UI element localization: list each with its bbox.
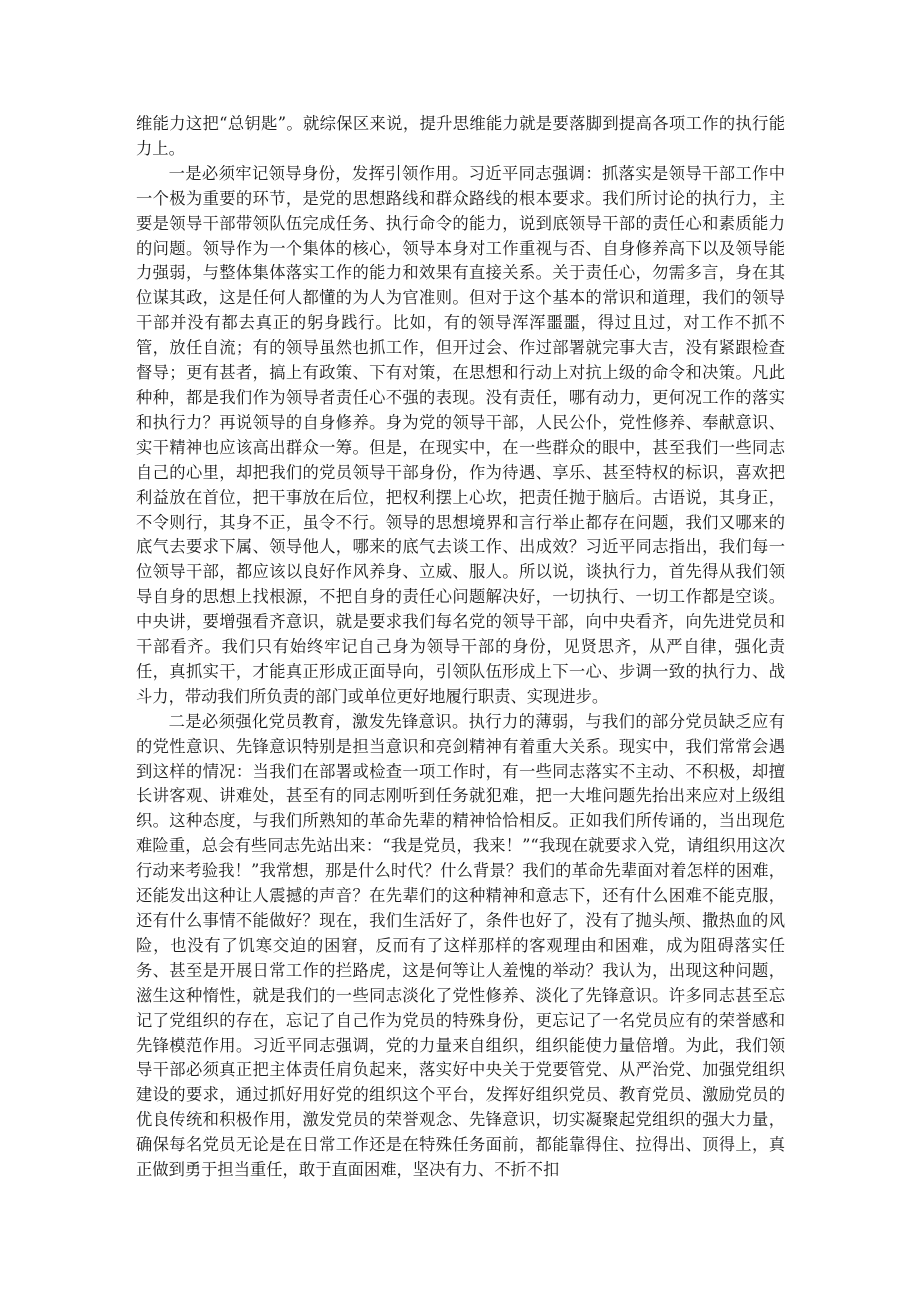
- paragraph-continuation: 维能力这把“总钥匙”。就综保区来说，提升思维能力就是要落脚到提高各项工作的执行能力上。: [136, 114, 785, 158]
- paragraph-leadership-identity: 一是必须牢记领导身份，发挥引领作用。习近平同志强调：抓落实是领导干部工作中一个极为重要的环节，是党的思想路线和群众路线的根本要求。我们所讨论的执行力，主要是领导干部带领队伍完成任务、执行命令的能力，说到底领导干部的责任心和素质能力的问题。领导作为一个集体的核心，领导本身对工作重视与否、自身修养高下以及领导能力强弱，与整体集体落实工作的能力和效果有直接关系。关于责任心，勿需多言，身在其位谋其政，这是任何人都懂的为人为官准则。但对于这个基本的常识和道理，我们的领导干部并没有都去真正的躬身践行。比如，有的领导浑浑噩噩，得过且过，对工作不抓不管，放任自流；有的领导虽然也抓工作，但开过会、作过部署就完事大吉，没有紧跟检查督导；更有甚者，搞上有政策、下有对策，在思想和行动上对抗上级的命令和决策。凡此种种，都是我们作为领导者责任心不强的表现。没有责任，哪有动力，更何况工作的落实和执行力？再说领导的自身修养。身为党的领导干部，人民公仆，党性修养、奉献意识、实干精神也应该高出群众一筹。但是，在现实中，在一些群众的眼中，甚至我们一些同志自己的心里，却把我们的党员领导干部身份，作为待遇、享乐、甚至特权的标识，喜欢把利益放在首位，把干事放在后位，把权利摆上心坎，把责任抛于脑后。古语说，其身正，不令则行，其身不正，虽令不行。领导的思想境界和言行举止都存在问题，我们又哪来的底气去要求下属、领导他人，哪来的底气去谈工作、出成效？习近平同志指出，我们每一位领导干部，都应该以良好作风养身、立威、服人。所以说，谈执行力，首先得从我们领导自身的思想上找根源，不把自身的责任心问题解决好，一切执行、一切工作都是空谈。中央讲，要增强看齐意识，就是要求我们每名党的领导干部，向中央看齐，向先进党员和干部看齐。我们只有始终牢记自己身为领导干部的身份，见贤思齐，从严自律，强化责任，真抓实干，才能真正形成正面导向，引领队伍形成上下一心、步调一致的执行力、战斗力，带动我们所负责的部门或单位更好地履行职责、实现进步。: [136, 163, 785, 706]
- paragraph-party-education: 二是必须强化党员教育，激发先锋意识。执行力的薄弱，与我们的部分党员缺乏应有的党性意识、先锋意识特别是担当意识和亮剑精神有着重大关系。现实中，我们常常会遇到这样的情况：当我们在部署或检查一项工作时，有一些同志落实不主动、不积极，却擅长讲客观、讲难处，甚至有的同志刚听到任务就犯难，把一大堆问题先抬出来应对上级组织。这种态度，与我们所熟知的革命先辈的精神恰恰相反。正如我们所传诵的，当出现危难险重，总会有些同志先站出来：“我是党员，我来！”“我现在就要求入党，请组织用这次行动来考验我！”我常想，那是什么时代？什么背景？我们的革命先辈面对着怎样的困难，还能发出这种让人震撼的声音？在先辈们的这种精神和意志下，还有什么困难不能克服，还有什么事情不能做好？现在，我们生活好了，条件也好了，没有了抛头颅、撒热血的风险，也没有了饥寒交迫的困窘，反而有了这样那样的客观理由和困难，成为阻碍落实任务、甚至是开展日常工作的拦路虎，这是何等让人羞愧的举动？我认为，出现这种问题，滋生这种惰性，就是我们的一些同志淡化了党性修养、淡化了先锋意识。许多同志甚至忘记了党组织的存在，忘记了自己作为党员的特殊身份，更忘记了一名党员应有的荣誉感和先锋模范作用。习近平同志强调，党的力量来自组织，组织能使力量倍增。为此，我们领导干部必须真正把主体责任肩负起来，落实好中央关于党要管党、从严治党、加强党组织建设的要求，通过抓好用好党的组织这个平台，发挥好组织党员、教育党员、激励党员的优良传统和积极作用，激发党员的荣誉观念、先锋意识，切实凝聚起党组织的强大力量，确保每名党员无论是在日常工作还是在特殊任务面前，都能靠得住、拉得出、顶得上，真正做到勇于担当重任，敢于直面困难，坚决有力、不折不扣: [136, 711, 785, 1180]
- document-page: [136, 112, 785, 1183]
